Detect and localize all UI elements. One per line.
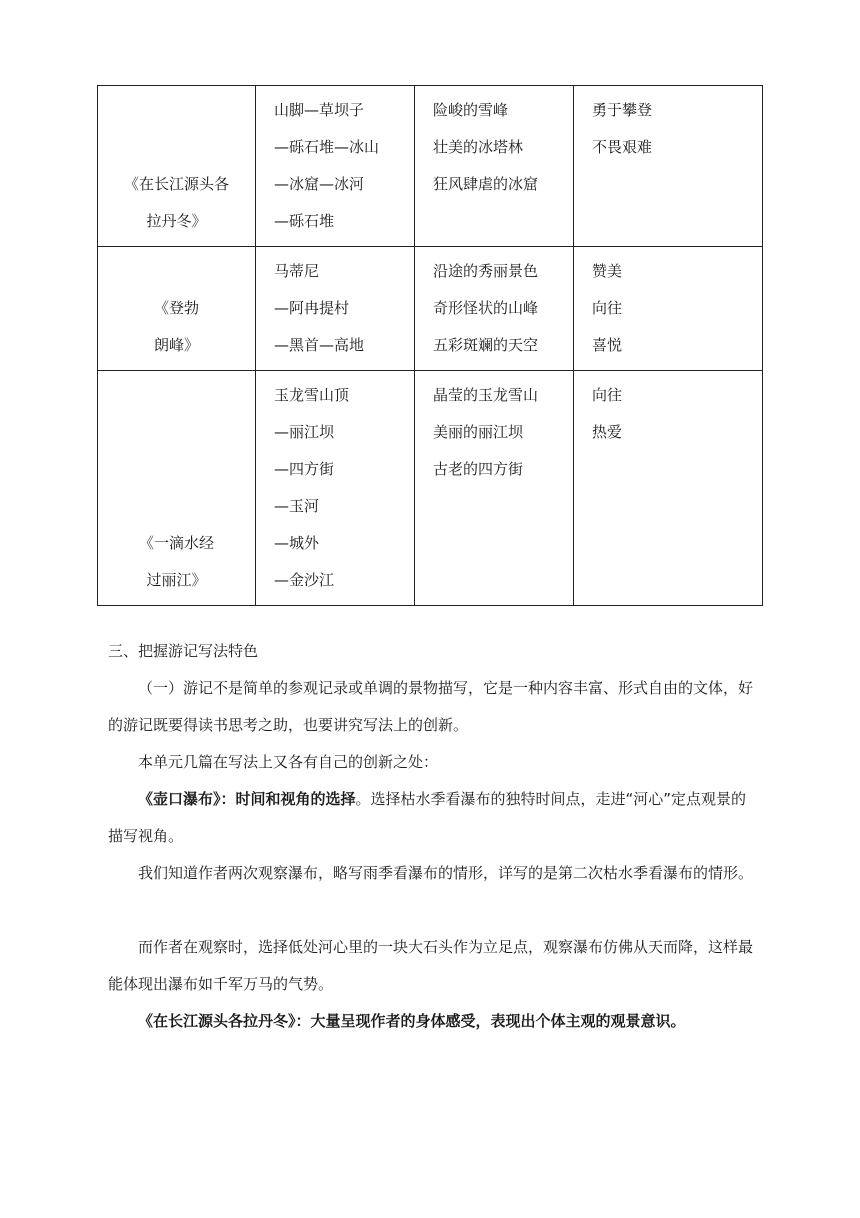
scenery-cell [415,371,574,606]
route-line: —城外 [274,534,320,552]
scenery-line: 险峻的雪峰 [433,101,509,119]
title-line: 《在长江源头各 [123,175,229,193]
table-row [98,371,763,606]
route-line: —砾石堆—冰山 [274,138,380,156]
paragraph-standpoint: 而作者在观察时，选择低处河心里的一块大石头作为立足点，观察瀑布仿佛从天而降，这样最能体现出瀑布如千军万马的气势。 [108,938,754,993]
title-cell [98,371,256,606]
emotion-line: 热爱 [592,423,623,441]
title-cell [98,86,256,247]
paragraph-lead: 本单元几篇在写法上又各有自己的创新之处： [138,753,439,771]
emotion-line: 不畏艰难 [592,138,653,156]
scenery-line: 沿途的秀丽景色 [433,262,539,280]
paragraph-observe: 我们知道作者两次观察瀑布，略写雨季看瀑布的情形，详写的是第二次枯水季看瀑布的情形。 [138,864,754,882]
route-line: —丽江坝 [274,423,335,441]
route-line: —冰窟—冰河 [274,175,365,193]
route-line: —阿冉提村 [274,299,350,317]
table-row [98,247,763,371]
emotion-cell [574,247,763,371]
emotion-line: 向往 [592,386,623,404]
paragraph-intro: （一）游记不是简单的参观记录或单调的景物描写，它是一种内容丰富、形式自由的文体，好的游记既要得读书思考之助，也要讲究写法上的创新。 [108,679,754,734]
scenery-line: 古老的四方街 [433,460,524,478]
section-heading: 三、把握游记写法特色 [108,642,259,660]
paragraph-geladandong: 《在长江源头各拉丹冬》：大量呈现作者的身体感受，表现出个体主观的观景意识。 [138,1012,686,1030]
scenery-cell [415,86,574,247]
route-line: —砾石堆 [274,212,335,230]
scenery-line: 五彩斑斓的天空 [433,336,539,354]
route-line: 玉龙雪山顶 [274,386,350,404]
title-cell [98,247,256,371]
scenery-line: 壮美的冰塔林 [433,138,524,156]
route-line: 山脚—草坝子 [274,101,365,119]
scenery-line: 美丽的丽江坝 [433,423,524,441]
title-line: 《一滴水经 [138,534,214,552]
emotion-line: 喜悦 [592,336,623,354]
title-line: 《登勃 [153,299,199,317]
emotion-cell [574,371,763,606]
hukou-heading: 《壶口瀑布》：时间和视角的选择 [138,790,356,808]
title-line: 过丽江》 [146,571,207,589]
emotion-line: 向往 [592,299,623,317]
emotion-line: 赞美 [592,262,623,280]
scenery-line: 狂风肆虐的冰窟 [433,175,539,193]
route-cell [256,247,415,371]
emotion-line: 勇于攀登 [592,101,653,119]
title-line: 朗峰》 [153,336,199,354]
route-line: —玉河 [274,497,320,515]
scenery-cell [415,247,574,371]
paragraph-hukou [108,781,758,855]
scenery-line: 晶莹的玉龙雪山 [433,386,539,404]
itinerary-table [97,85,763,606]
title-line: 拉丹冬》 [146,212,207,230]
route-line: —黑首—高地 [274,336,365,354]
scenery-line: 奇形怪状的山峰 [433,299,539,317]
route-cell [256,86,415,247]
route-line: —四方街 [274,460,335,478]
emotion-cell [574,86,763,247]
route-cell [256,371,415,606]
table-row [98,86,763,247]
route-line: 马蒂尼 [274,262,320,280]
hukou-text: 。选择枯水季看瀑布的独特时间点，走进“河心”定点观景的描写视角。 [108,790,747,845]
route-line: —金沙江 [274,571,335,589]
